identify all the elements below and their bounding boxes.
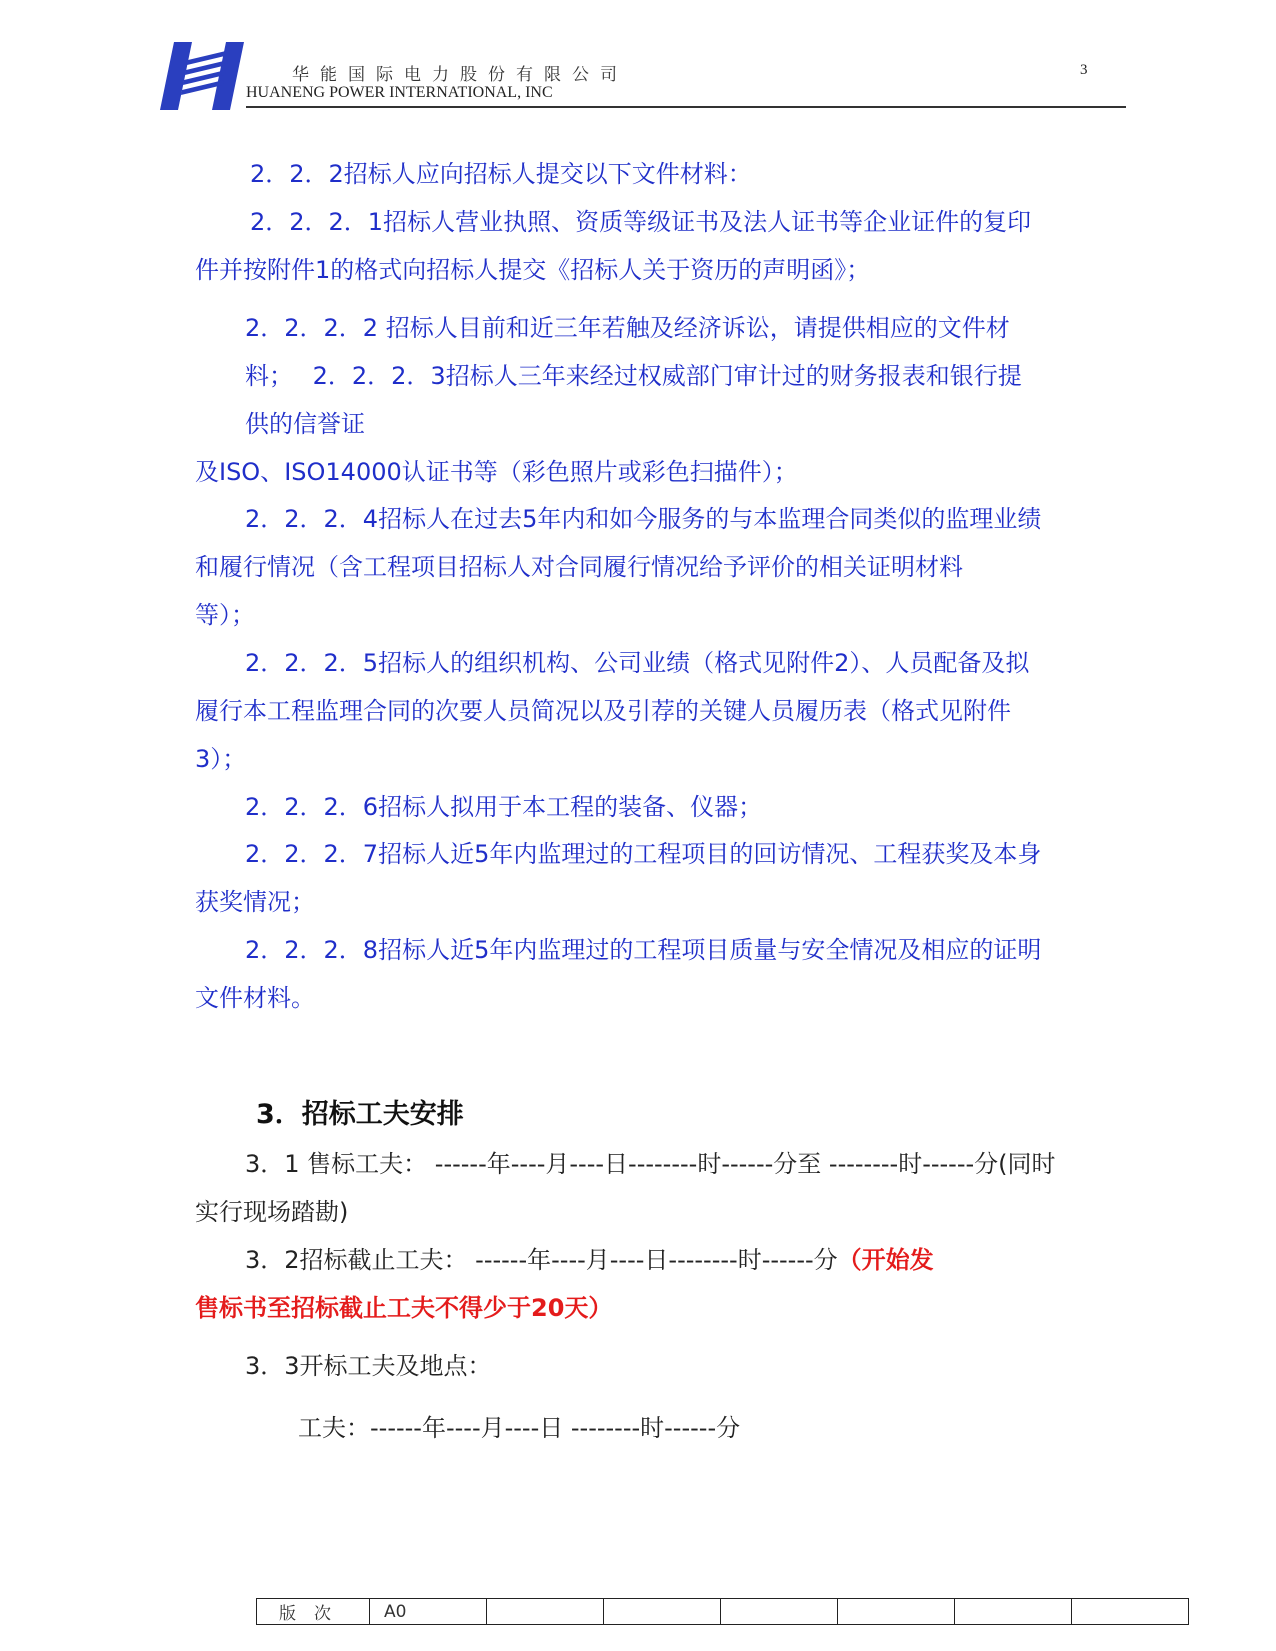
text-line: 等）； — [195, 601, 255, 629]
huaneng-logo-icon — [160, 42, 246, 110]
text-line: 2．2．2招标人应向招标人提交以下文件材料： — [250, 160, 752, 188]
text-line: 2．2．2．4招标人在过去5年内和如今服务的与本监理合同类似的监理业绩 — [245, 505, 1042, 533]
text-line: 文件材料。 — [195, 984, 315, 1012]
table-cell — [838, 1599, 955, 1625]
deadline-note: （开始发 — [837, 1246, 934, 1274]
text-line: 2．2．2．2 招标人目前和近三年若触及经济诉讼，请提供相应的文件材 — [245, 314, 1010, 342]
page-number: 3 — [1080, 62, 1088, 78]
text-line: 3．3开标工夫及地点： — [245, 1352, 492, 1380]
deadline-text: 3．2招标截止工夫： ------年----月----日--------时------分 — [245, 1246, 838, 1274]
text-line: 获奖情况； — [195, 888, 315, 916]
table-cell — [604, 1599, 721, 1625]
table-cell — [1072, 1599, 1189, 1625]
text-line: 和履行情况（含工程项目招标人对合同履行情况给予评价的相关证明材料 — [195, 553, 963, 581]
text-line: 2．2．2．5招标人的组织机构、公司业绩（格式见附件2）、人员配备及拟 — [245, 649, 1030, 677]
page-header — [0, 0, 1276, 110]
text-line: 工夫：------年----月----日 --------时------分 — [298, 1414, 741, 1442]
table-cell — [721, 1599, 838, 1625]
version-table — [256, 1598, 1189, 1625]
deadline-note-continued: 售标书至招标截止工夫不得少于20天） — [195, 1294, 613, 1322]
table-cell — [955, 1599, 1072, 1625]
header-divider — [246, 106, 1126, 108]
version-value: A0 — [370, 1599, 487, 1625]
company-name-cn: 华能国际电力股份有限公司 — [292, 65, 628, 85]
text-line: 2．2．2．1招标人营业执照、资质等级证书及法人证书等企业证件的复印 — [250, 208, 1032, 236]
text-line: 2．2．2．7招标人近5年内监理过的工程项目的回访情况、工程获奖及本身 — [245, 840, 1042, 868]
text-line: 履行本工程监理合同的次要人员简况以及引荐的关键人员履历表（格式见附件 — [195, 697, 1011, 725]
text-line: 3．1 售标工夫： ------年----月----日--------时------分至 --------时------分(同时 — [245, 1150, 1056, 1178]
text-line: 料； 2．2．2．3招标人三年来经过权威部门审计过的财务报表和银行提 — [245, 362, 1022, 390]
text-line: 供的信誉证 — [245, 410, 365, 438]
text-line: 件并按附件1的格式向招标人提交《招标人关于资历的声明函》； — [195, 256, 871, 284]
text-line: 实行现场踏勘) — [195, 1198, 349, 1226]
text-line: 3）； — [195, 745, 247, 773]
version-label: 版次 — [257, 1599, 370, 1625]
table-cell — [487, 1599, 604, 1625]
text-line: 2．2．2．8招标人近5年内监理过的工程项目质量与安全情况及相应的证明 — [245, 936, 1042, 964]
text-line: 2．2．2．6招标人拟用于本工程的装备、仪器； — [245, 793, 763, 821]
text-line — [245, 1244, 934, 1276]
text-line: 及ISO、ISO14000认证书等（彩色照片或彩色扫描件）； — [195, 458, 798, 486]
section-heading: 3．招标工夫安排 — [256, 1099, 464, 1130]
company-name-en: HUANENG POWER INTERNATIONAL, INC — [246, 84, 553, 101]
